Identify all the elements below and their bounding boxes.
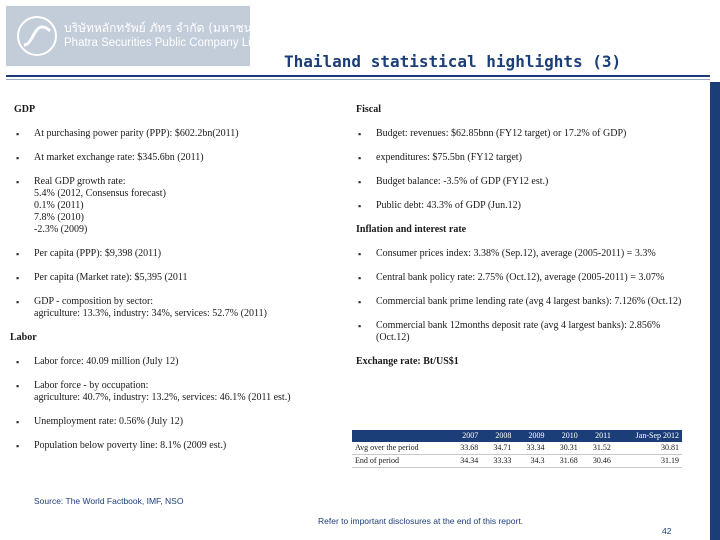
page-number: 42: [662, 526, 672, 536]
table-header-cell: [352, 430, 448, 442]
gdp-growth-2009: -2.3% (2009): [34, 224, 88, 235]
source-note: Source: The World Factbook, IMF, NSO: [34, 496, 184, 506]
table-row: [352, 455, 682, 468]
gdp-heading: GDP: [14, 104, 36, 115]
prime-lending-rate: ▪ Commercial bank prime lending rate (avg 4 largest banks): 7.126% (Oct.12): [356, 296, 696, 308]
table-cell: 31.19: [614, 455, 682, 468]
inflation-heading: Inflation and interest rate: [356, 224, 467, 235]
exchange-heading: Exchange rate: Bt/US$1: [356, 356, 459, 367]
table-header-row: [352, 430, 682, 442]
table-cell: 33.68: [448, 442, 481, 455]
company-name-thai: บริษัทหลักทรัพย์ ภัทร จำกัด (มหาชน): [64, 21, 257, 35]
gdp-growth-2011: 0.1% (2011): [34, 200, 84, 211]
labor-heading: Labor: [10, 332, 37, 343]
disclaimer-note: Refer to important disclosures at the end of this report.: [318, 516, 524, 526]
accent-bar: [710, 82, 720, 540]
table-header-cell: 2007: [448, 430, 481, 442]
gdp-ppp: ▪ At purchasing power parity (PPP): $602.2bn(2011): [14, 128, 334, 140]
fiscal-public-debt: ▪ Public debt: 43.3% of GDP (Jun.12): [356, 200, 696, 212]
gdp-growth-label: ▪ Real GDP growth rate:: [34, 176, 126, 187]
title-divider-thin: [6, 79, 710, 80]
deposit-rate: ▪ Commercial bank 12months deposit rate (avg 4 largest banks): 2.856% (Oct.12): [356, 320, 696, 344]
gdp-market-rate: ▪ At market exchange rate: $345.6bn (2011): [14, 152, 334, 164]
fiscal-budget-balance: ▪ Budget balance: -3.5% of GDP (FY12 est.): [356, 176, 696, 188]
right-column: [356, 104, 696, 380]
labor-occupation-values: agriculture: 40.7%, industry: 13.2%, services: 46.1% (2011 est.): [34, 392, 291, 403]
table-cell: 30.31: [548, 442, 581, 455]
page-title: Thailand statistical highlights (3): [284, 52, 622, 71]
labor-occupation-label: ▪ Labor force - by occupation:: [34, 380, 149, 391]
gdp-per-capita-ppp: ▪ Per capita (PPP): $9,398 (2011): [14, 248, 334, 260]
gdp-composition-values: agriculture: 13.3%, industry: 34%, services: 52.7% (2011): [34, 308, 267, 319]
labor-force: ▪ Labor force: 40.09 million (July 12): [14, 356, 334, 368]
table-cell: 30.46: [581, 455, 614, 468]
gdp-composition-label: ▪ GDP - composition by sector:: [34, 296, 154, 307]
table-header-cell: 2008: [481, 430, 514, 442]
table-cell: 34.71: [481, 442, 514, 455]
table-header-cell: Jan-Sep 2012: [614, 430, 682, 442]
table-header-cell: 2011: [581, 430, 614, 442]
gdp-growth-2010: 7.8% (2010): [34, 212, 84, 223]
gdp-growth: [14, 176, 334, 236]
table-cell: End of period: [352, 455, 448, 468]
company-logo: [6, 6, 279, 66]
labor-occupation: [14, 380, 334, 404]
table-cell: 34.34: [448, 455, 481, 468]
poverty-line: ▪ Population below poverty line: 8.1% (2009 est.): [14, 440, 334, 452]
title-divider: [6, 75, 710, 77]
table-cell: 31.52: [581, 442, 614, 455]
table-cell: 34.3: [514, 455, 547, 468]
gdp-growth-2012: 5.4% (2012, Consensus forecast): [34, 188, 166, 199]
exchange-rate-table: [352, 430, 682, 468]
table-header-cell: 2009: [514, 430, 547, 442]
table-cell: 33.33: [481, 455, 514, 468]
table-cell: 30.81: [614, 442, 682, 455]
logo-swirl-icon: [16, 15, 58, 57]
unemployment-rate: ▪ Unemployment rate: 0.56% (July 12): [14, 416, 334, 428]
gdp-per-capita-market: ▪ Per capita (Market rate): $5,395 (2011: [14, 272, 334, 284]
fiscal-heading: Fiscal: [356, 104, 381, 115]
table-row: [352, 442, 682, 455]
fiscal-budget-revenues: ▪ Budget: revenues: $62.85bnn (FY12 target) or 17.2% of GDP): [356, 128, 696, 140]
company-name-english: Phatra Securities Public Company Limited: [64, 37, 279, 49]
fiscal-expenditures: ▪ expenditures: $75.5bn (FY12 target): [356, 152, 696, 164]
table-header-cell: 2010: [548, 430, 581, 442]
table-cell: 31.68: [548, 455, 581, 468]
table-cell: Avg over the period: [352, 442, 448, 455]
consumer-price-index: ▪ Consumer prices index: 3.38% (Sep.12), average (2005-2011) = 3.3%: [356, 248, 696, 260]
table-cell: 33.34: [514, 442, 547, 455]
policy-rate: ▪ Central bank policy rate: 2.75% (Oct.12), average (2005-2011) = 3.07%: [356, 272, 696, 284]
gdp-composition: [14, 296, 334, 320]
left-column: [10, 104, 334, 464]
